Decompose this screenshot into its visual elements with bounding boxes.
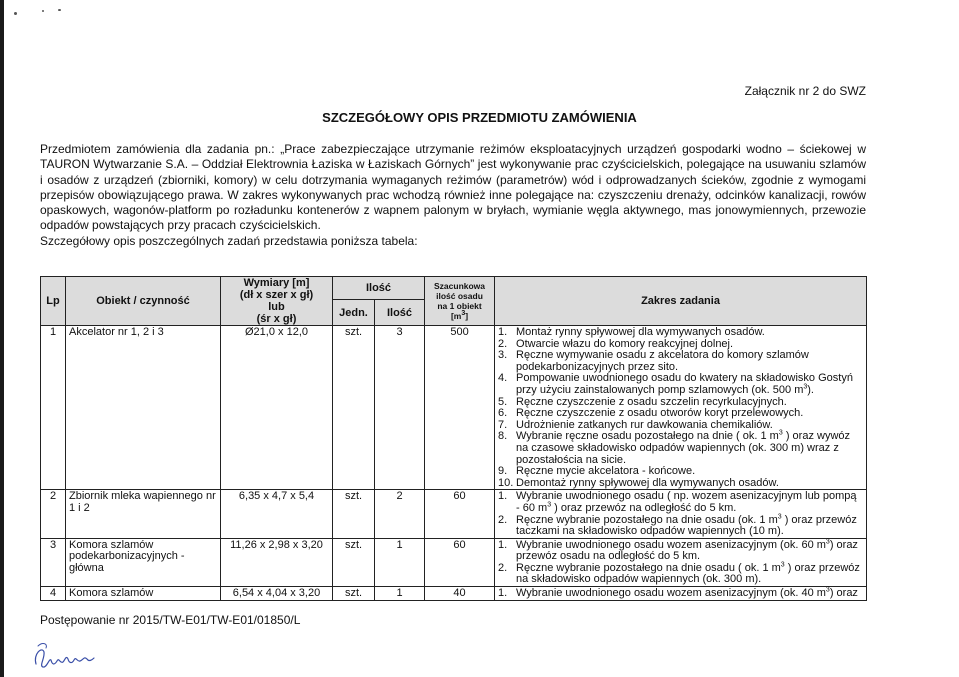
task-text [516,491,863,514]
annex-label: Załącznik nr 2 do SWZ [744,84,866,98]
cell-lp: 2 [41,490,66,538]
scan-speck [42,10,44,12]
table-row [41,490,867,538]
header-dimensions-line: (śr x gł) [256,313,297,325]
task-text [516,512,863,538]
table-intro: Szczegółowy opis poszczególnych zadań przedstawia poniższa tabela: [40,233,418,248]
header-dimensions-line: Wymiary [m] [243,277,310,289]
handwritten-signature [30,640,100,677]
task-number: 4. [498,372,508,385]
task-text-main: Wybranie uwodnionego osadu wozem asenizacyjnym (ok. 40 m [516,587,826,600]
unit-text: [m [450,311,462,321]
task-text-sup: 3 [547,501,552,509]
scan-speck [14,12,17,15]
procedure-reference: Postępowanie nr 2015/TW-E01/TW-E01/01850/L [40,613,301,627]
task-list [498,491,863,537]
cell-scope [495,490,867,538]
intro-paragraph: Przedmiotem zamówienia dla zadania pn.: „Prace zabezpieczające utrzymanie reżimów eksploatacyjnych urządzeń gospodarki wodno – ściekowej w TAURON Wytwarzanie S.A. – Oddział Elektrownia Łaziska w Łaziskach Górnych” jest wykonywanie prac czyścicielskich, polegające na usuwaniu szlamów i osadów z urządzeń (zbiorniki, komory) w celu dotrzymania wymaganych reżimów (parametrów) wód i odprowadzanych ścieków, zgodnie z wymogami przepisów obowiązującego prawa. W zakres wykonywanych prac wchodzą również inne polegające na: czyszczeniu drenaży, odcinków kanalizacji, rowów opaskowych, wagonów-platform po rozładunku kontenerów z wapnem palonym w bryłach, wymianie węgla aktywnego, mas jonowymiennych, przewozie odpadów powstających przy pracach czyścicielskich. [40,142,866,233]
task-text-after: ) oraz wywóz na czasowe składowisko odpadów wapiennych (ok. 300 m) wraz z pozostałościa na sicie. [516,430,851,466]
cell-dimensions: 6,35 x 4,7 x 5,4 [221,490,333,538]
header-scope: Zakres zadania [495,277,867,326]
task-number: 6. [498,407,508,420]
task-text-main: Ręczne mycie akcelatora - końcowe. [516,465,696,478]
task-text-sup: 3 [780,561,785,569]
cell-scope [495,326,867,490]
task-number: 3. [498,349,508,362]
cell-amount: 1 [375,538,425,586]
unit-end: ] [465,311,469,321]
header-unit: Jedn. [333,300,375,326]
task-number: 1. [498,490,508,503]
task-item [498,373,863,396]
table-body [41,326,867,601]
scan-speck [58,9,61,11]
header-estimate-line: na 1 obiekt [437,301,482,311]
task-number: 2. [498,561,508,574]
cell-scope [495,538,867,586]
task-item [498,563,863,586]
task-text-after: ) oraz przewóz na odległość do 5 km. [551,501,737,514]
task-text [516,540,863,563]
unit-sup: 3 [461,310,466,318]
cell-dimensions: Ø21,0 x 12,0 [221,326,333,490]
table-row [41,587,867,601]
task-text-sup: 3 [778,429,783,437]
header-lp: Lp [41,277,66,326]
task-text-sup: 3 [825,586,830,594]
table-row [41,538,867,586]
scan-edge [0,0,4,677]
task-number: 1. [498,538,508,551]
task-text [516,563,863,586]
header-estimate-unit [428,311,491,321]
header-amount: Ilość [375,300,425,326]
task-text-sup: 3 [825,538,830,546]
cell-lp: 1 [41,326,66,490]
cell-unit: szt. [333,490,375,538]
cell-object: Zbiornik mleka wapiennego nr 1 i 2 [66,490,221,538]
task-text [516,431,863,466]
task-text-main: Ręczne wymywanie osadu z akcelatora do komory szlamów podekarbonizacyjnych przez sito. [516,349,809,373]
task-item [498,540,863,563]
task-list [498,327,863,489]
header-estimate-line: ilość osadu [436,291,483,301]
task-text-main: Ręczne czyszczenie z osadu szczelin recyrkulacyjnych. [516,395,787,408]
task-number: 5. [498,395,508,408]
task-number: 9. [498,465,508,478]
cell-estimate: 40 [425,587,495,601]
task-number: 7. [498,418,508,431]
task-number: 8. [498,430,508,443]
header-dimensions-line: lub [268,301,285,313]
header-dimensions [221,277,333,326]
task-text-main: Ręczne wybranie pozostałego na dnie osadu ( ok. 1 m [516,561,781,574]
task-number: 10. [498,476,514,489]
task-number: 1. [498,326,508,338]
cell-lp: 3 [41,538,66,586]
task-text-after: ) oraz przewóz osadu na odległość do 5 km. [516,538,858,563]
cell-lp: 4 [41,587,66,601]
cell-amount: 2 [375,490,425,538]
header-dimensions-line: (dł x szer x gł) [239,289,314,301]
cell-scope [495,587,867,601]
cell-object: Komora szlamów podekarbonizacyjnych - główna [66,538,221,586]
cell-amount: 3 [375,326,425,490]
task-text-sup: 3 [777,512,782,520]
task-text [516,373,863,396]
cell-estimate: 60 [425,538,495,586]
table-row [41,326,867,490]
task-text-after: ). [807,383,814,396]
task-text-main: Demontaż rynny spływowej dla wymywanych osadów. [516,476,779,489]
task-text-after: ) oraz przewóz na składowisko odpadów wapiennych (ok. 300 m). [516,561,860,586]
task-item [498,431,863,466]
cell-amount: 1 [375,587,425,601]
cell-estimate: 500 [425,326,495,490]
task-text-main: Otwarcie włazu do komory reakcyjnej dolnej. [516,337,734,350]
task-list [498,588,863,600]
task-text-main: Pompowanie uwodnionego osadu do kwatery na składowisko Gostyń przy użyciu zainstalowanych pomp szlamowych (ok. 500 m [516,372,853,396]
cell-dimensions: 11,26 x 2,98 x 3,20 [221,538,333,586]
task-text-sup: 3 [803,383,808,391]
cell-unit: szt. [333,587,375,601]
task-text-after: ) oraz przewóz taczkami na składowisko odpadów wapiennych (10 m). [516,513,857,538]
cell-dimensions: 6,54 x 4,04 x 3,20 [221,587,333,601]
task-item [498,512,863,538]
task-item [498,491,863,514]
task-item [498,588,863,600]
document-title: SZCZEGÓŁOWY OPIS PRZEDMIOTU ZAMÓWIENIA [322,110,637,125]
task-text-after: ) oraz [829,587,858,600]
task-text [516,478,863,490]
task-item [498,478,863,490]
task-text-main: Ręczne czyszczenie z osadu otworów koryt przelewowych. [516,407,804,420]
task-number: 1. [498,587,508,600]
cell-object: Akcelator nr 1, 2 i 3 [66,326,221,490]
intro-section [40,142,866,249]
header-estimate [425,277,495,326]
task-table [40,276,867,601]
cell-unit: szt. [333,538,375,586]
task-text-main: Wybranie uwodnionego osadu wozem asenizacyjnym (ok. 60 m [516,538,826,551]
cell-estimate: 60 [425,490,495,538]
header-estimate-line: Szacunkowa [434,281,486,291]
task-text-main: Ręczne wybranie pozostałego na dnie osadu (ok. 1 m [516,513,778,526]
task-text-main: Udrożnienie zatkanych rur dawkowania chemikaliów. [516,418,773,431]
task-text-main: Wybranie ręczne osadu pozostałego na dnie ( ok. 1 m [516,430,779,443]
task-text [516,350,863,373]
task-text-main: Montaż rynny spływowej dla wymywanych osadów. [516,326,765,338]
header-object: Obiekt / czynność [66,277,221,326]
task-number: 2. [498,337,508,350]
task-list [498,540,863,586]
task-text-main: Wybranie uwodnionego osadu ( np. wozem asenizacyjnym lub pompą - 60 m [516,490,857,514]
task-number: 2. [498,513,508,526]
cell-object: Komora szlamów [66,587,221,601]
cell-unit: szt. [333,326,375,490]
task-item [498,350,863,373]
task-text [516,588,863,600]
header-quantity: Ilość [333,277,425,300]
